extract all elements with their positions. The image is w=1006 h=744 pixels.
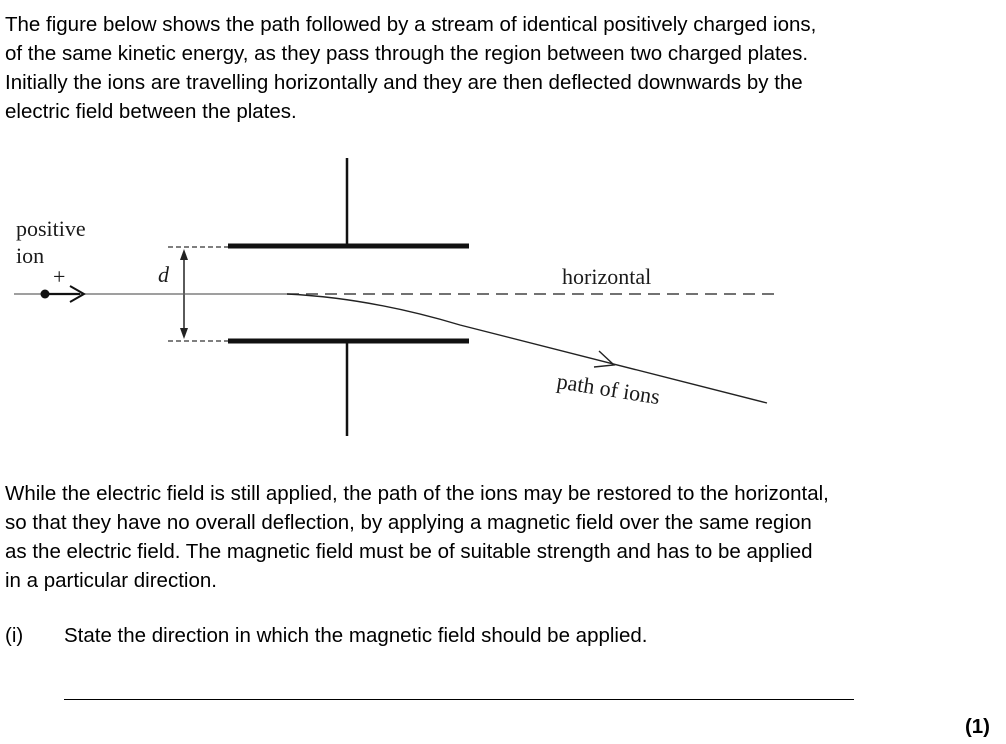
followup-line: so that they have no overall deflection, by applying a magnetic field over the same region [5, 511, 812, 534]
marks-label: (1) [964, 715, 990, 738]
intro-line: Initially the ions are travelling horizontally and they are then deflected downwards by the [5, 71, 803, 94]
followup-line: in a particular direction. [5, 569, 217, 592]
question-number: (i) [5, 624, 24, 647]
followup-paragraph [5, 479, 829, 595]
separation-arrowhead-up [180, 249, 188, 260]
separation-arrowhead-down [180, 328, 188, 339]
intro-line: electric field between the plates. [5, 100, 297, 123]
horizontal-label: horizontal [562, 264, 652, 289]
followup-line: While the electric field is still applied, the path of the ions may be restored to the horizontal, [5, 482, 829, 505]
charge-sign: + [53, 264, 66, 289]
charged-plates-diagram [0, 140, 800, 450]
ion-label: ion [16, 243, 45, 268]
intro-paragraph [5, 10, 816, 126]
ion-path-curve [287, 294, 767, 403]
question-text: State the direction in which the magnetic field should be applied. [64, 624, 648, 647]
intro-line: of the same kinetic energy, as they pass through the region between two charged plates. [5, 42, 809, 65]
answer-line[interactable] [64, 699, 854, 700]
followup-line: as the electric field. The magnetic field must be of suitable strength and has to be applied [5, 540, 813, 563]
ion-path-arrowhead [594, 351, 614, 367]
separation-label: d [158, 262, 169, 287]
intro-line: The figure below shows the path followed by a stream of identical positively charged ions, [5, 13, 817, 36]
positive-label: positive [16, 216, 86, 241]
path-of-ions-label: path of ions [555, 368, 662, 410]
